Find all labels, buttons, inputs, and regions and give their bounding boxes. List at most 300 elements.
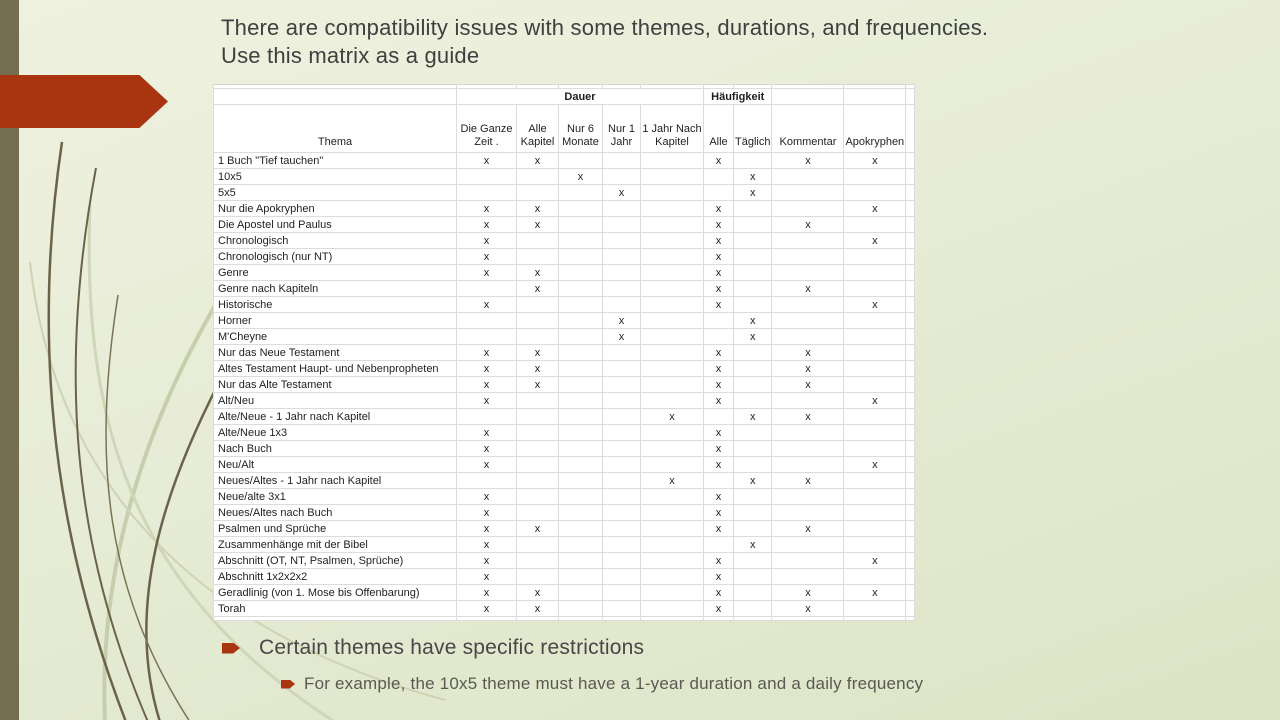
matrix-cell (844, 345, 906, 361)
matrix-head (214, 85, 915, 153)
matrix-cell: x (517, 361, 559, 377)
matrix-cell (559, 377, 603, 393)
theme-row-label: Nur das Alte Testament (214, 377, 457, 393)
theme-row-label: 1 Buch "Tief tauchen" (214, 153, 457, 169)
bullet-list (222, 636, 923, 694)
matrix-cell: x (457, 393, 517, 409)
matrix-cell: x (457, 441, 517, 457)
matrix-cell (641, 553, 704, 569)
matrix-cell (559, 329, 603, 345)
matrix-cell: x (457, 569, 517, 585)
matrix-cell: x (704, 393, 734, 409)
matrix-cell (906, 281, 915, 297)
matrix-cell (772, 329, 844, 345)
matrix-cell: x (844, 153, 906, 169)
matrix-cell: x (457, 537, 517, 553)
matrix-cell (844, 409, 906, 425)
matrix-cell (603, 553, 641, 569)
matrix-cell (603, 441, 641, 457)
matrix-cell (559, 585, 603, 601)
matrix-cell (641, 169, 704, 185)
matrix-cell (641, 281, 704, 297)
matrix-cell: x (704, 281, 734, 297)
matrix-cell (641, 265, 704, 281)
matrix-cell: x (457, 585, 517, 601)
matrix-cell (603, 505, 641, 521)
matrix-cell (603, 169, 641, 185)
matrix-cell (559, 569, 603, 585)
matrix-cell (517, 393, 559, 409)
matrix-cell: x (704, 489, 734, 505)
theme-row-label: Psalmen und Sprüche (214, 521, 457, 537)
matrix-cell (603, 217, 641, 233)
matrix-cell (906, 601, 915, 617)
matrix-cell (734, 585, 772, 601)
theme-row-label: Genre (214, 265, 457, 281)
matrix-cell (517, 409, 559, 425)
theme-row-label: Abschnitt (OT, NT, Psalmen, Sprüche) (214, 553, 457, 569)
matrix-cell (603, 409, 641, 425)
matrix-cell: x (457, 265, 517, 281)
matrix-cell (772, 441, 844, 457)
matrix-cell (641, 569, 704, 585)
matrix-cell (641, 329, 704, 345)
matrix-group-empty (772, 89, 844, 105)
matrix-cell (641, 249, 704, 265)
matrix-cell (906, 505, 915, 521)
matrix-cell: x (603, 185, 641, 201)
matrix-cell (734, 153, 772, 169)
matrix-cell (772, 505, 844, 521)
matrix-cell: x (517, 601, 559, 617)
matrix-cell: x (734, 409, 772, 425)
matrix-sliver-cell (641, 617, 704, 621)
matrix-cell (906, 425, 915, 441)
matrix-cell: x (772, 585, 844, 601)
matrix-cell: x (457, 601, 517, 617)
matrix-cell (517, 537, 559, 553)
matrix-cell (641, 313, 704, 329)
matrix-cell (906, 329, 915, 345)
matrix-cell (641, 489, 704, 505)
matrix-cell (906, 377, 915, 393)
table-row (214, 153, 915, 169)
matrix-cell (517, 489, 559, 505)
matrix-cell (906, 521, 915, 537)
matrix-sliver-cell (772, 617, 844, 621)
matrix-cell: x (641, 409, 704, 425)
theme-row-label: Altes Testament Haupt- und Nebenpropheten (214, 361, 457, 377)
matrix-cell (844, 569, 906, 585)
matrix-cell (772, 233, 844, 249)
matrix-cell: x (457, 489, 517, 505)
matrix-cell (906, 185, 915, 201)
theme-row-label: Abschnitt 1x2x2x2 (214, 569, 457, 585)
matrix-cell: x (603, 313, 641, 329)
matrix-cell (457, 409, 517, 425)
matrix-column-header: Alle Kapitel (517, 105, 559, 153)
matrix-cell (844, 489, 906, 505)
theme-row-label: Alte/Neue 1x3 (214, 425, 457, 441)
matrix-cell (559, 601, 603, 617)
matrix-cell (772, 457, 844, 473)
matrix-cell: x (517, 345, 559, 361)
bullet-item-1 (222, 636, 923, 660)
matrix-cell (517, 297, 559, 313)
matrix-cell (906, 585, 915, 601)
matrix-cell (559, 425, 603, 441)
matrix-cell: x (704, 265, 734, 281)
table-row (214, 585, 915, 601)
matrix-cell (603, 489, 641, 505)
matrix-cell (603, 201, 641, 217)
matrix-cell: x (517, 521, 559, 537)
matrix-sliver-cell (214, 617, 457, 621)
matrix-cell (772, 425, 844, 441)
matrix-cell (603, 281, 641, 297)
matrix-cell (772, 249, 844, 265)
matrix-cell: x (517, 153, 559, 169)
matrix-cell (906, 537, 915, 553)
matrix-cell (844, 473, 906, 489)
matrix-cell (844, 281, 906, 297)
matrix-cell (603, 153, 641, 169)
theme-row-label: Die Apostel und Paulus (214, 217, 457, 233)
matrix-cell (734, 345, 772, 361)
matrix-cell (844, 169, 906, 185)
bullet-2-text: For example, the 10x5 theme must have a 1-year duration and a daily frequency (304, 674, 924, 693)
matrix-cell (734, 441, 772, 457)
matrix-cell (772, 393, 844, 409)
matrix-column-header: Kommentar (772, 105, 844, 153)
matrix-cell (704, 313, 734, 329)
matrix-cell (559, 505, 603, 521)
matrix-cell (772, 553, 844, 569)
matrix-cell: x (844, 553, 906, 569)
matrix-cell (559, 201, 603, 217)
matrix-cell: x (772, 473, 844, 489)
matrix-cell: x (457, 377, 517, 393)
matrix-cell (906, 233, 915, 249)
matrix-cell: x (772, 377, 844, 393)
theme-row-label: Neue/alte 3x1 (214, 489, 457, 505)
matrix-cell (517, 425, 559, 441)
matrix-cell: x (734, 473, 772, 489)
matrix-cell: x (734, 313, 772, 329)
matrix-cell (906, 457, 915, 473)
matrix-sliver-cell (844, 617, 906, 621)
matrix-cell (517, 569, 559, 585)
matrix-cell (603, 425, 641, 441)
matrix-cell (906, 201, 915, 217)
matrix-cell (641, 505, 704, 521)
theme-row-label: Torah (214, 601, 457, 617)
table-row (214, 233, 915, 249)
matrix-cell (603, 361, 641, 377)
matrix-cell: x (457, 233, 517, 249)
matrix-column-header: Die Ganze Zeit . (457, 105, 517, 153)
matrix-sliver-cell (559, 617, 603, 621)
matrix-cell: x (704, 377, 734, 393)
theme-row-label: Alte/Neue - 1 Jahr nach Kapitel (214, 409, 457, 425)
matrix-cell (906, 473, 915, 489)
matrix-cell (457, 473, 517, 489)
matrix-cell: x (772, 409, 844, 425)
table-row (214, 249, 915, 265)
table-row (214, 345, 915, 361)
matrix-cell (906, 153, 915, 169)
matrix-group-empty (844, 89, 906, 105)
matrix-cell: x (704, 601, 734, 617)
theme-row-label: Neu/Alt (214, 457, 457, 473)
matrix-cell (906, 169, 915, 185)
matrix-cell (457, 185, 517, 201)
theme-row-label: Alt/Neu (214, 393, 457, 409)
matrix-cell (517, 185, 559, 201)
matrix-cell (641, 217, 704, 233)
matrix-cell (517, 457, 559, 473)
matrix-cell (517, 473, 559, 489)
matrix-sliver-cell (704, 617, 734, 621)
matrix-sliver-cell (906, 617, 915, 621)
matrix-cell: x (457, 297, 517, 313)
matrix-cell (457, 313, 517, 329)
matrix-cell (517, 505, 559, 521)
matrix-cell (641, 457, 704, 473)
matrix-cell (517, 233, 559, 249)
slide-title-line1: There are compatibility issues with some themes, durations, and frequencies. (221, 15, 989, 40)
matrix-cell: x (704, 297, 734, 313)
theme-row-label: Nur das Neue Testament (214, 345, 457, 361)
matrix-cell (603, 297, 641, 313)
matrix-cell: x (704, 585, 734, 601)
matrix-cell (844, 217, 906, 233)
matrix-cell (559, 345, 603, 361)
matrix-cell: x (704, 569, 734, 585)
matrix-cell (559, 457, 603, 473)
matrix-cell (704, 185, 734, 201)
matrix-cell (559, 265, 603, 281)
matrix-cell (844, 185, 906, 201)
matrix-cell (641, 377, 704, 393)
table-row (214, 297, 915, 313)
matrix-cell (603, 569, 641, 585)
matrix-cell: x (844, 233, 906, 249)
table-row (214, 521, 915, 537)
matrix-cell (517, 553, 559, 569)
matrix-cell (559, 473, 603, 489)
matrix-cell (641, 537, 704, 553)
matrix-cell (844, 601, 906, 617)
matrix-cell (641, 585, 704, 601)
matrix-cell: x (734, 537, 772, 553)
matrix-cell (734, 233, 772, 249)
table-row (214, 217, 915, 233)
matrix-cell: x (734, 329, 772, 345)
matrix-cell (559, 281, 603, 297)
matrix-cell (772, 537, 844, 553)
theme-row-label: Horner (214, 313, 457, 329)
matrix-column-header: Alle (704, 105, 734, 153)
matrix-cell (906, 297, 915, 313)
matrix-cell (641, 297, 704, 313)
matrix-cell (559, 185, 603, 201)
theme-row-label: Chronologisch (214, 233, 457, 249)
theme-row-label: 10x5 (214, 169, 457, 185)
slide-title-line2: Use this matrix as a guide (221, 43, 480, 68)
table-row (214, 553, 915, 569)
matrix-column-header: Nur 1 Jahr (603, 105, 641, 153)
matrix-group-header: Dauer (457, 89, 704, 105)
matrix-cell (734, 569, 772, 585)
theme-row-label: Chronologisch (nur NT) (214, 249, 457, 265)
matrix-cell (772, 313, 844, 329)
matrix-cell (603, 521, 641, 537)
matrix-cell (641, 185, 704, 201)
matrix-cell: x (457, 361, 517, 377)
matrix-cell (641, 345, 704, 361)
matrix-cell (844, 249, 906, 265)
matrix-cell: x (844, 201, 906, 217)
table-row (214, 601, 915, 617)
matrix-cell (734, 281, 772, 297)
matrix-cell (559, 217, 603, 233)
matrix-cell (517, 441, 559, 457)
matrix-cell: x (772, 601, 844, 617)
bullet-1-text: Certain themes have specific restrictions (259, 636, 645, 659)
matrix-cell (734, 425, 772, 441)
matrix-cell: x (641, 473, 704, 489)
compatibility-matrix-table (213, 84, 915, 621)
matrix-cell: x (457, 217, 517, 233)
table-row (214, 537, 915, 553)
red-arrow-banner (0, 75, 168, 128)
matrix-cell (559, 297, 603, 313)
matrix-cell: x (704, 233, 734, 249)
table-row (214, 361, 915, 377)
matrix-cell (704, 537, 734, 553)
matrix-cell: x (772, 281, 844, 297)
matrix-cell (734, 265, 772, 281)
matrix-cell (906, 217, 915, 233)
matrix-cell (772, 297, 844, 313)
matrix-cell (559, 313, 603, 329)
matrix-cell (734, 601, 772, 617)
matrix-cell: x (559, 169, 603, 185)
matrix-cell: x (844, 457, 906, 473)
table-row (214, 441, 915, 457)
matrix-cell (559, 153, 603, 169)
theme-row-label: Genre nach Kapiteln (214, 281, 457, 297)
theme-row-label: Nur die Apokryphen (214, 201, 457, 217)
matrix-cell (772, 265, 844, 281)
matrix-cell (457, 329, 517, 345)
matrix-cell (906, 569, 915, 585)
matrix-theme-header: Thema (214, 105, 457, 153)
matrix-cell: x (517, 217, 559, 233)
matrix-cell (641, 233, 704, 249)
table-row (214, 489, 915, 505)
theme-row-label: Neues/Altes nach Buch (214, 505, 457, 521)
matrix-cell (906, 265, 915, 281)
matrix-cell (772, 489, 844, 505)
matrix-cell (641, 361, 704, 377)
matrix-cell (559, 489, 603, 505)
matrix-cell (704, 409, 734, 425)
bullet-item-2 (281, 674, 923, 694)
matrix-cell: x (457, 249, 517, 265)
matrix-cell (844, 441, 906, 457)
matrix-sliver-cell (603, 617, 641, 621)
matrix-cell (844, 537, 906, 553)
matrix-cell (559, 553, 603, 569)
matrix-cell (734, 489, 772, 505)
matrix-cell (517, 313, 559, 329)
matrix-cell (704, 169, 734, 185)
matrix-cell: x (517, 377, 559, 393)
matrix-cell (603, 265, 641, 281)
matrix-cell: x (457, 553, 517, 569)
matrix-cell (734, 505, 772, 521)
matrix-cell: x (704, 345, 734, 361)
matrix-cell (603, 585, 641, 601)
matrix-sliver-cell (517, 617, 559, 621)
matrix-cell (906, 249, 915, 265)
matrix-cell (734, 553, 772, 569)
matrix-cell: x (844, 393, 906, 409)
matrix-cell: x (704, 361, 734, 377)
matrix-cell: x (704, 425, 734, 441)
matrix-cell (603, 473, 641, 489)
matrix-cell: x (457, 505, 517, 521)
theme-row-label: Geradlinig (von 1. Mose bis Offenbarung) (214, 585, 457, 601)
matrix-cell (559, 393, 603, 409)
theme-row-label: 5x5 (214, 185, 457, 201)
table-row (214, 313, 915, 329)
matrix-cell (559, 409, 603, 425)
matrix-cell (603, 377, 641, 393)
table-row (214, 329, 915, 345)
table-row (214, 185, 915, 201)
matrix-cell (641, 153, 704, 169)
matrix-cell (641, 441, 704, 457)
matrix-cell (734, 201, 772, 217)
matrix-sliver-cell (734, 617, 772, 621)
matrix-cell (559, 521, 603, 537)
matrix-cell: x (704, 553, 734, 569)
matrix-cell: x (844, 297, 906, 313)
table-row (214, 473, 915, 489)
table-row (214, 505, 915, 521)
matrix-cell (603, 537, 641, 553)
arrow-bullet-icon (222, 643, 240, 654)
matrix-column-header: Apokryphen (844, 105, 906, 153)
matrix-cell: x (457, 345, 517, 361)
matrix-cell (603, 249, 641, 265)
matrix-ghost-header (906, 105, 915, 153)
matrix-cell: x (772, 361, 844, 377)
matrix-group-empty (214, 89, 457, 105)
matrix-cell (844, 361, 906, 377)
table-row (214, 393, 915, 409)
matrix-cell (844, 521, 906, 537)
matrix-cell (704, 329, 734, 345)
matrix-cell (734, 521, 772, 537)
matrix-cell (772, 185, 844, 201)
matrix-cell: x (704, 217, 734, 233)
matrix-cell (734, 217, 772, 233)
table-row (214, 265, 915, 281)
